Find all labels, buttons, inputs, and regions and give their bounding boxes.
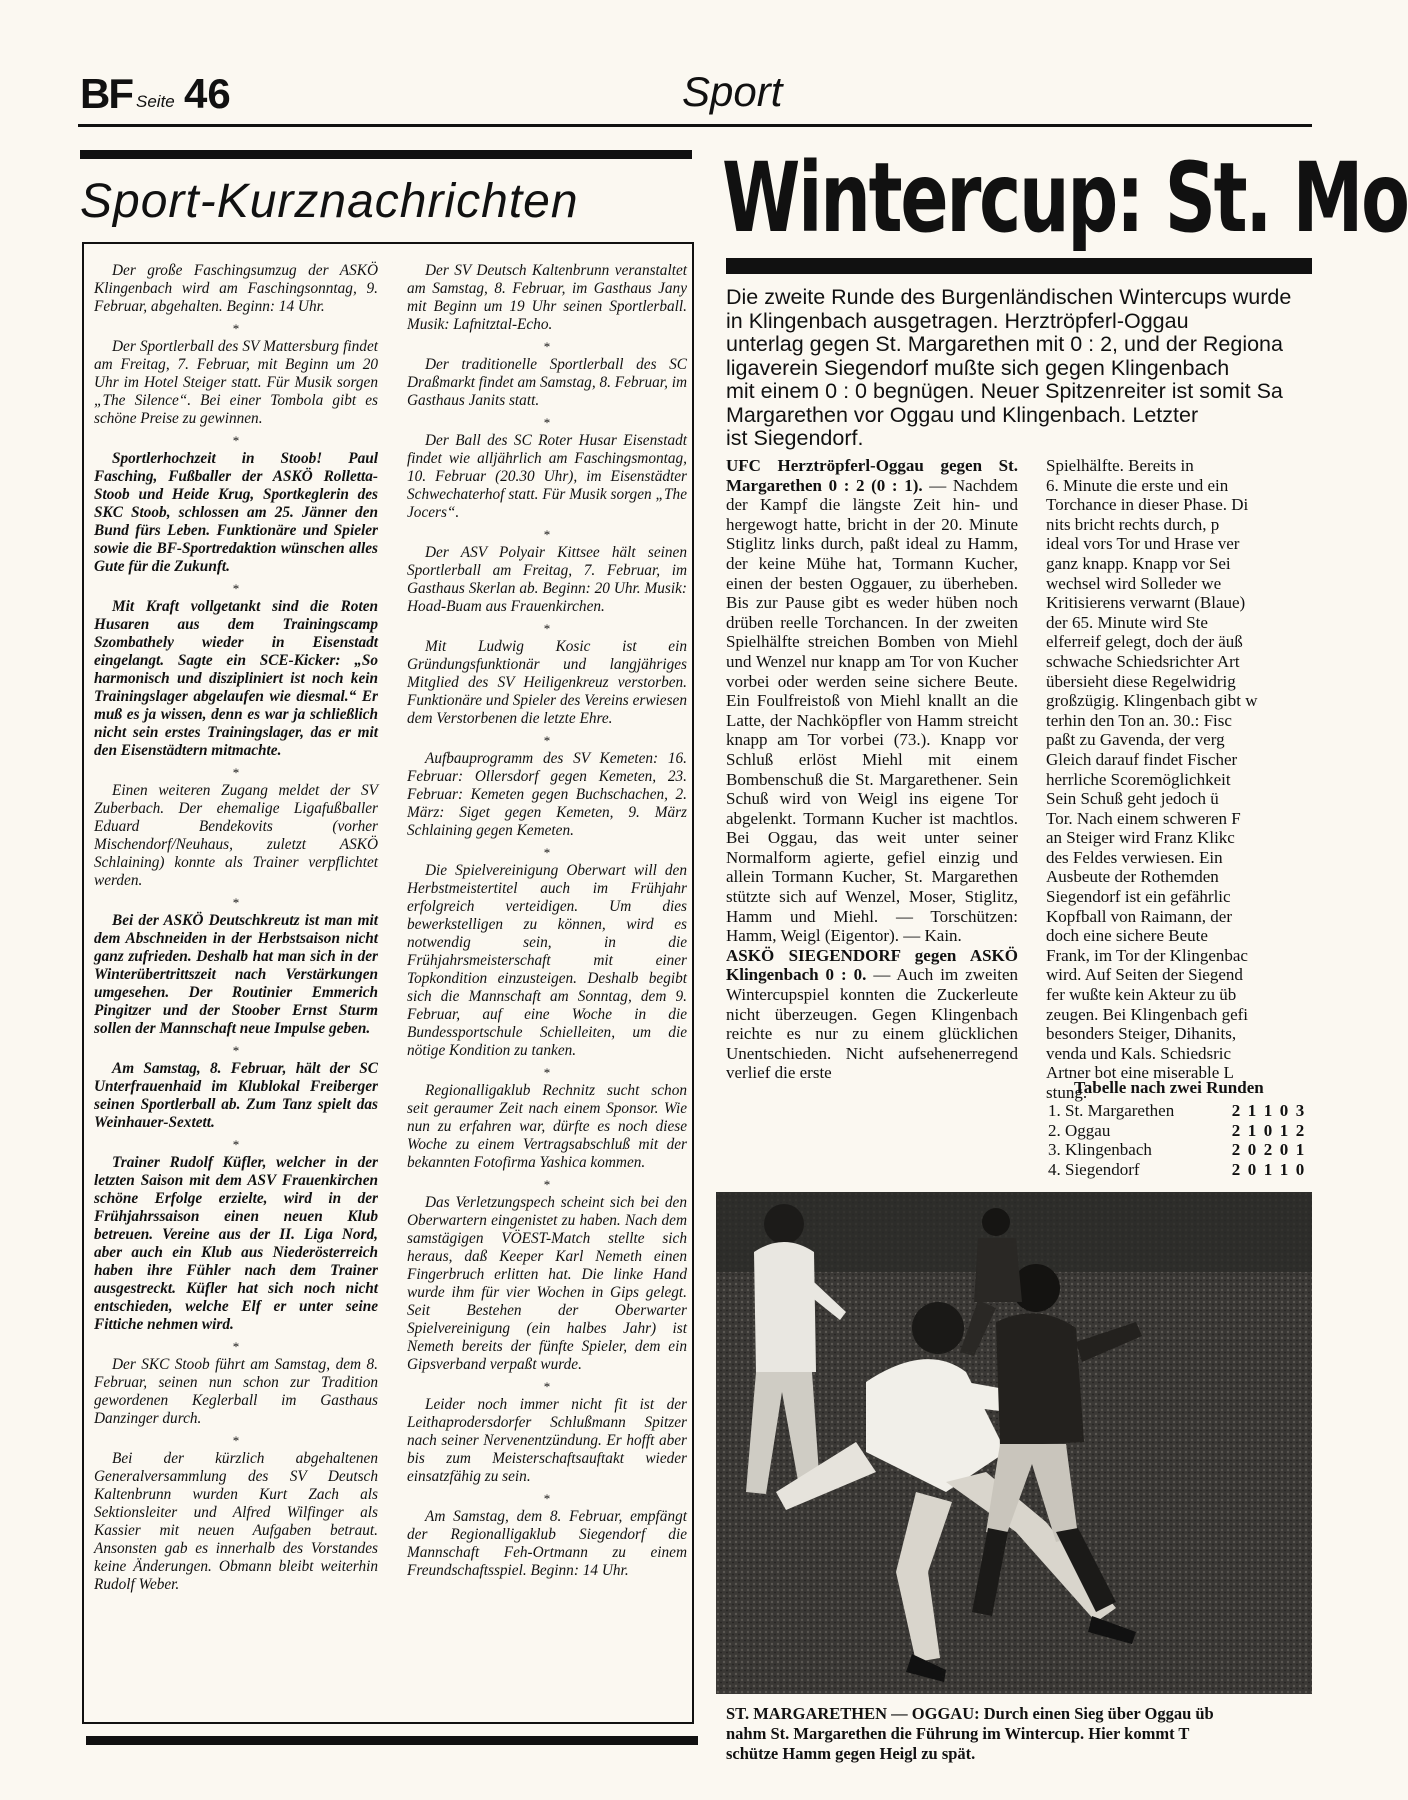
article-line: an Steiger wird Franz Klikc bbox=[1046, 828, 1235, 848]
news-column-2 bbox=[407, 262, 687, 1584]
intro-line: ist Siegendorf. bbox=[726, 426, 864, 450]
standings-value: 0 bbox=[1263, 1120, 1273, 1140]
article-line: Frank, im Tor der Klingenbac bbox=[1046, 945, 1248, 965]
article-line: wird. Auf Seiten der Siegend bbox=[1046, 965, 1243, 985]
standings-row bbox=[1048, 1121, 1308, 1141]
standings-title: Tabelle nach zwei Runden bbox=[1074, 1078, 1264, 1097]
standings-values bbox=[1228, 1101, 1308, 1120]
separator-asterisk: * bbox=[232, 1137, 240, 1152]
news-item: Das Verletzungspech scheint sich bei den Oberwartern eingenistet zu haben. Nach dem samstägigen VÖEST-Match stellte sich heraus, daß Keeper Karl Nemeth einen Fingerbruch erlitten hat. Die linke Hand wurde ihm für vier Wochen in Gips gelegt. Seit Bestehen der Oberwarter Spielvereinigung (ein halbes Jahr) ist Nemeth bereits der fünfte Spieler, dem ein Gipsverband verpaßt wurde. bbox=[407, 1194, 687, 1373]
page-number: 46 bbox=[184, 70, 231, 117]
article-headline: Wintercup: St. Mo bbox=[722, 142, 1408, 254]
news-item: Der SV Deutsch Kaltenbrunn veranstaltet am Samstag, 8. Februar, im Gasthaus Jany mit Beginn um 19 Uhr seinen Sportlerball. Musik: Lafnitztal-Echo. bbox=[407, 262, 687, 333]
news-item: Bei der kürzlich abgehaltenen Generalversammlung des SV Deutsch Kaltenbrunn wurden Kurt Zach als Sektionsleiter und Alfred Wilfinger als Kassier mit neuen Aufgaben betraut. Ansonsten gab es innerhalb des Vorstandes keine Änderungen. Obmann bleibt weiterhin Rudolf Weber. bbox=[94, 1450, 378, 1593]
article-line: der 65. Minute wird Ste bbox=[1046, 612, 1208, 632]
article-column-1 bbox=[726, 456, 1018, 1083]
article-line: Kritisierens verwarnt (Blaue) bbox=[1046, 593, 1246, 613]
separator-asterisk: * bbox=[232, 581, 240, 596]
standings-team: 1. St. Margarethen bbox=[1048, 1101, 1175, 1120]
article-line: schwache Schiedsrichter Art bbox=[1046, 651, 1240, 671]
standings-value: 1 bbox=[1247, 1101, 1257, 1120]
article-line: Ausbeute der Rothemden bbox=[1046, 867, 1219, 887]
match-report-2 bbox=[726, 946, 1018, 1083]
separator-asterisk: * bbox=[543, 845, 551, 860]
article-line: Siegendorf ist ein gefährlic bbox=[1046, 887, 1231, 907]
headline-rule bbox=[726, 258, 1312, 274]
article-line: Artner bot eine miserable L bbox=[1046, 1063, 1234, 1083]
article-line: Spielhälfte. Bereits in bbox=[1046, 456, 1194, 475]
article-intro bbox=[726, 286, 1346, 451]
standings-value: 2 bbox=[1263, 1140, 1273, 1159]
article-line: Sein Schuß geht jedoch ü bbox=[1046, 789, 1219, 809]
article-line: terhin den Ton an. 30.: Fisc bbox=[1046, 710, 1232, 730]
news-item: Aufbauprogramm des SV Kemeten: 16. Februar: Ollersdorf gegen Kemeten, 23. Februar: Kemeten gegen Buchschachen, 2. März: Siget gegen Kemeten, 9. März Schlaining gegen Kemeten. bbox=[407, 750, 687, 839]
news-item: Regionalligaklub Rechnitz sucht schon seit geraumer Zeit nach einem Sponsor. Wie nun zu erfahren war, dürfte es noch diese Woche zu einem Vertragsabschluß mit der bekannten Fotofirma Yashica kommen. bbox=[407, 1082, 687, 1171]
separator-asterisk: * bbox=[543, 415, 551, 430]
article-line: paßt zu Gavenda, der verg bbox=[1046, 730, 1225, 750]
standings-team: 4. Siegendorf bbox=[1048, 1159, 1140, 1179]
separator-asterisk: * bbox=[232, 433, 240, 448]
standings-value: 2 bbox=[1295, 1120, 1305, 1140]
standings-value: 0 bbox=[1247, 1140, 1257, 1159]
separator-asterisk: * bbox=[232, 1043, 240, 1058]
article-line: stung. bbox=[1046, 1083, 1088, 1102]
article-line: wechsel wird Solleder we bbox=[1046, 573, 1222, 593]
news-item: Sportlerhochzeit in Stoob! Paul Fasching, Fußballer der ASKÖ Rolletta-Stoob und Heide Krug, Sportkeglerin des SKC Stoob, schlossen am 25. Jänner den Bund fürs Leben. Funktionäre und Spieler sowie die BF-Sportredaktion wünschen alles Gute für die Zukunft. bbox=[94, 450, 378, 575]
match-heading-2: ASKÖ SIEGENDORF gegen ASKÖ Klingenbach 0 : 0. bbox=[726, 945, 1018, 985]
separator-asterisk: * bbox=[543, 339, 551, 354]
intro-line: mit einem 0 : 0 begnügen. Neuer Spitzenreiter ist somit Sa bbox=[726, 379, 1283, 403]
separator-asterisk: * bbox=[543, 527, 551, 542]
intro-line: Margarethen vor Oggau und Klingenbach. Letzter bbox=[726, 402, 1199, 427]
news-item: Leider noch immer nicht fit ist der Leithaprodersdorfer Schlußmann Spitzer nach seiner Nervenentzündung. Er hofft aber bis zum Meisterschaftsauftakt wieder einsatzfähig zu sein. bbox=[407, 1396, 687, 1485]
standings-value: 1 bbox=[1279, 1120, 1289, 1140]
header-rule bbox=[78, 124, 1312, 127]
photo-caption bbox=[726, 1704, 1326, 1764]
standings-value: 1 bbox=[1295, 1140, 1305, 1159]
standings-value: 1 bbox=[1247, 1120, 1257, 1140]
separator-asterisk: * bbox=[232, 895, 240, 910]
news-item: Der traditionelle Sportlerball des SC Draßmarkt findet am Samstag, 8. Februar, im Gasthaus Janits statt. bbox=[407, 356, 688, 409]
match-text-1: — Nachdem der Kampf die längste Zeit hin- und hergewogt hatte, bricht in der 20. Minute Stiglitz links durch, paßt ideal zu Hamm, der keine Mühe hat, Tormann Kucher, einen der besten Oggauer, zu überheben. Bis zur Pause gibt es weder hüben noch drüben reelle Torchancen. In der zweiten Spielhälfte streichen Bomben von Miehl und Wenzel nur knapp am Tor von Kucher vorbei oder werden seine sichere Beute. Ein Foulfreistoß von Miehl knallt an die Latte, der Nachköpfler von Hamm streicht knapp am Tor vorbei (73.). Knapp vor Schluß erlöst Miehl mit einem Bombenschuß die St. Margarethener. Sein Schuß wird von Weigl ins eigene Tor abgelenkt. Tormann Kucher ist machtlos. Bei Oggau, das weit unter seiner Normalform agierte, gefiel einzig und allein Tormann Kucher, St. Margarethen stützte sich auf Wenzel, Moser, Stiglitz, Hamm und Miehl. — Torschützen: Hamm, Weigl (Eigentor). — Kain. bbox=[726, 475, 1019, 946]
article-line: venda und Kals. Schiedsric bbox=[1046, 1043, 1232, 1063]
news-item: Der große Faschingsumzug der ASKÖ Klingenbach wird am Faschingsonntag, 9. Februar, abgehalten. Beginn: 14 Uhr. bbox=[94, 262, 378, 315]
news-item: Der SKC Stoob führt am Samstag, dem 8. Februar, seinen nun schon zur Tradition gewordenen Keglerball im Gasthaus Danzinger durch. bbox=[94, 1356, 378, 1427]
standings-value: 3 bbox=[1295, 1101, 1305, 1120]
caption-line: schütze Hamm gegen Heigl zu spät. bbox=[726, 1744, 976, 1763]
separator-asterisk: * bbox=[543, 1177, 551, 1192]
match-text-2: — Auch im zweiten Wintercupspiel konnten die Zuckerleute nicht überzeugen. Gegen Klingenbach reichte es nur zu einem glücklichen Unentschieden. Nicht aufsehenerregend verlief die erste bbox=[726, 965, 1018, 1083]
standings-value: 2 bbox=[1231, 1101, 1241, 1120]
article-line: übersieht diese Regelwidrig bbox=[1046, 671, 1236, 691]
standings-value: 2 bbox=[1231, 1120, 1241, 1140]
article-line: Tor. Nach einem schweren F bbox=[1046, 808, 1241, 828]
article-line: ideal vors Tor und Hrase ver bbox=[1046, 534, 1240, 554]
separator-asterisk: * bbox=[232, 1339, 240, 1354]
separator-asterisk: * bbox=[232, 765, 240, 780]
news-item: Mit Ludwig Kosic ist ein Gründungsfunktionär und langjähriges Mitglied des SV Heiligenkreuz verstorben. Funktionäre und Spieler des Vereins erwiesen dem Verstorbenen die letzte Ehre. bbox=[407, 638, 687, 727]
news-column-1 bbox=[94, 262, 378, 1598]
news-item: Die Spielvereinigung Oberwart will den Herbstmeistertitel auch im Frühjahr erfolgreich verteidigen. Um dies bewerkstelligen zu können, wird es notwendig sein, in die Frühjahrsmeisterschaft mit einer Topkondition einzusteigen. Deshalb begibt sich die Mannschaft am Sonntag, dem 9. Februar, auf eine Woche in die Bundessportschule Schielleiten, um die nötige Kondition zu tanken. bbox=[407, 862, 687, 1059]
article-line: ganz knapp. Knapp vor Sei bbox=[1046, 553, 1231, 573]
article-line: Kopfball von Raimann, der bbox=[1046, 906, 1233, 926]
news-item: Am Samstag, 8. Februar, hält der SC Unterfrauenhaid im Klublokal Freiberger seinen Sportlerball ab. Zum Tanz spielt das Weinhauer-Sextett. bbox=[94, 1060, 378, 1131]
article-line: besonders Steiger, Dihanits, bbox=[1046, 1024, 1237, 1044]
news-top-rule bbox=[80, 150, 692, 159]
match-heading-1: UFC Herztröpferl-Oggau gegen St. Margarethen 0 : 2 (0 : 1). bbox=[726, 456, 1018, 495]
article-line: zeugen. Bei Klingenbach gefi bbox=[1046, 1004, 1249, 1024]
news-item: Bei der ASKÖ Deutschkreutz ist man mit dem Abschneiden in der Herbstsaison nicht ganz zufrieden. Deshalb hat man sich in der Winterübertrittszeit nach Verstärkungen umgesehen. Der Routinier Emmerich Pingitzer und der Stoober Ernst Sturm sollen der Mannschaft neue Impulse geben. bbox=[94, 912, 378, 1037]
intro-line: in Klingenbach ausgetragen. Herztröpferl-Oggau bbox=[726, 308, 1189, 333]
separator-asterisk: * bbox=[543, 621, 551, 636]
separator-asterisk: * bbox=[543, 1379, 551, 1394]
news-item: Einen weiteren Zugang meldet der SV Zuberbach. Der ehemalige Ligafußballer Eduard Bendekovits (vorher Mischendorf/Neuhaus, zuletzt ASKÖ Schlaining) konnte als Trainer verpflichtet werden. bbox=[94, 782, 378, 889]
standings-values bbox=[1228, 1121, 1308, 1140]
separator-asterisk: * bbox=[543, 733, 551, 748]
section-title: Sport bbox=[682, 68, 783, 115]
article-line: Gleich darauf findet Fischer bbox=[1046, 749, 1238, 769]
news-item: Der ASV Polyair Kittsee hält seinen Sportlerball am Freitag, 7. Februar, im Gasthaus Skerlan ab. Beginn: 20 Uhr. Musik: Hoad-Buam aus Frauenkirchen. bbox=[407, 544, 687, 615]
article-line: elferreif gelegt, doch der äuß bbox=[1046, 632, 1243, 652]
brand-logo: BF bbox=[80, 70, 132, 117]
standings-team: 2. Oggau bbox=[1048, 1120, 1111, 1140]
standings-values bbox=[1228, 1160, 1308, 1179]
standings-value: 0 bbox=[1279, 1140, 1289, 1159]
news-item: Der Ball des SC Roter Husar Eisenstadt findet wie alljährlich am Faschingsmontag, 10. Februar (20.30 Uhr), im Eisenstädter Schwechaterhof statt. Für Musik sorgen „The Jocers“. bbox=[407, 432, 687, 521]
standings-row bbox=[1048, 1101, 1308, 1121]
standings-values bbox=[1228, 1140, 1308, 1159]
article-line: des Feldes verwiesen. Ein bbox=[1046, 847, 1223, 867]
match-photo bbox=[716, 1192, 1312, 1694]
article-column-2 bbox=[1046, 456, 1336, 1103]
standings-row bbox=[1048, 1160, 1308, 1180]
article-line: nits bricht rechts durch, p bbox=[1046, 514, 1220, 534]
separator-asterisk: * bbox=[232, 321, 240, 336]
article-line: fer wußte kein Akteur zu üb bbox=[1046, 985, 1237, 1005]
news-title: Sport-Kurznachrichten bbox=[80, 175, 579, 228]
standings-row bbox=[1048, 1140, 1308, 1160]
article-line: 6. Minute die erste und ein bbox=[1046, 475, 1229, 495]
news-item: Mit Kraft vollgetankt sind die Roten Husaren aus dem Trainingscamp Szombathely wieder in Eisenstadt eingelangt. Sagte ein SCE-Kicker: „So harmonisch und diszipliniert ist noch kein Trainingslager abgelaufen wie diesmal.“ Er muß es ja wissen, denn es war ja schließlich nicht sein erstes Trainingslager, das er mit den Eisenstädtern mitmachte. bbox=[94, 598, 378, 759]
article-line: doch eine sichere Beute bbox=[1046, 926, 1208, 946]
article-line: herrliche Scoremöglichkeit bbox=[1046, 769, 1231, 789]
standings-value: 0 bbox=[1247, 1159, 1257, 1179]
page-label: Seite bbox=[136, 92, 175, 111]
article-line: großzügig. Klingenbach gibt w bbox=[1046, 691, 1258, 711]
standings-value: 2 bbox=[1231, 1140, 1241, 1159]
news-item: Trainer Rudolf Küfler, welcher in der letzten Saison mit dem ASV Frauenkirchen schöne Erfolge erzielte, wird in der Frühjahrssaison einen neuen Klub betreuen. Vereine aus der II. Liga Nord, aber auch ein Klub aus Niederösterreich haben ihre Fühler nach dem Trainer ausgestreckt. Küfler hat sich noch nicht entschieden, welche Elf er unter seine Fittiche nehmen wird. bbox=[94, 1154, 378, 1333]
standings-value: 0 bbox=[1279, 1101, 1289, 1120]
intro-line: unterlag gegen St. Margarethen mit 0 : 2, und der Regiona bbox=[726, 332, 1283, 356]
standings-value: 1 bbox=[1279, 1159, 1289, 1179]
intro-line: ligaverein Siegendorf mußte sich gegen Klingenbach bbox=[726, 355, 1230, 380]
standings-team: 3. Klingenbach bbox=[1048, 1140, 1152, 1159]
news-item: Der Sportlerball des SV Mattersburg findet am Freitag, 7. Februar, mit Beginn um 20 Uhr im Hotel Steiger statt. Für Musik sorgen „The Silence“. Bei einer Tombola gibt es schöne Preise zu gewinnen. bbox=[94, 338, 378, 427]
separator-asterisk: * bbox=[232, 1433, 240, 1448]
intro-line: Die zweite Runde des Burgenländischen Wintercups wurde bbox=[726, 285, 1292, 309]
news-bottom-rule bbox=[86, 1736, 698, 1745]
caption-line: nahm St. Margarethen die Führung im Wintercup. Hier kommt T bbox=[726, 1724, 1190, 1743]
article-line: Torchance in dieser Phase. Di bbox=[1046, 495, 1249, 515]
match-report-1 bbox=[726, 456, 1018, 946]
standings-value: 2 bbox=[1231, 1159, 1241, 1179]
standings-value: 1 bbox=[1263, 1159, 1273, 1179]
separator-asterisk: * bbox=[543, 1491, 551, 1506]
separator-asterisk: * bbox=[543, 1065, 551, 1080]
standings-value: 1 bbox=[1263, 1101, 1273, 1120]
news-item: Am Samstag, dem 8. Februar, empfängt der Regionalligaklub Siegendorf die Mannschaft Feh-Ortmann zu einem Freundschaftsspiel. Beginn: 14 Uhr. bbox=[407, 1508, 687, 1579]
caption-line: ST. MARGARETHEN — OGGAU: Durch einen Sieg über Oggau üb bbox=[726, 1704, 1214, 1723]
standings-value: 0 bbox=[1295, 1159, 1305, 1179]
